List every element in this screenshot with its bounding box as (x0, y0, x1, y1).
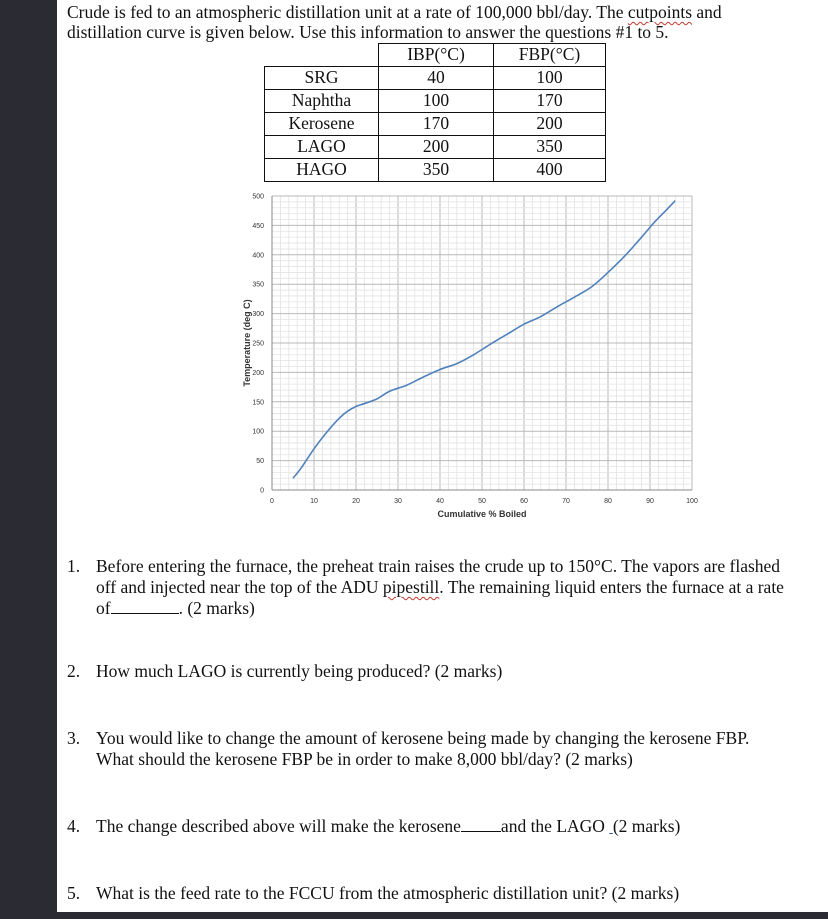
question-4-text-b: and the LAGO (500, 816, 605, 836)
cut-name: HAGO (265, 159, 379, 182)
cut-ibp: 170 (379, 113, 494, 136)
table-header-blank (265, 44, 379, 67)
x-tick-label: 80 (604, 498, 612, 505)
table-header-ibp: IBP(°C) (379, 44, 494, 67)
question-number: 3. (67, 728, 81, 748)
y-axis-title: Temperature (deg C) (242, 299, 252, 387)
distillation-chart (177, 188, 698, 528)
x-tick-label: 20 (352, 498, 360, 505)
x-tick-label: 40 (436, 498, 444, 505)
answer-blank[interactable] (111, 599, 179, 614)
cut-fbp: 100 (494, 67, 606, 90)
answer-blank[interactable] (461, 817, 501, 832)
x-axis-title: Cumulative % Boiled (437, 509, 527, 519)
cut-fbp: 170 (494, 90, 606, 113)
table-row (265, 67, 606, 90)
table-header-row (265, 44, 606, 67)
y-tick-label: 50 (256, 458, 264, 466)
cut-fbp: 350 (494, 136, 606, 159)
intro-line1-end: and (692, 2, 722, 22)
pipestill-word: pipestill (382, 577, 440, 597)
y-tick-label: 100 (252, 428, 264, 436)
cutpoints-word: cutpoints (627, 2, 693, 22)
cut-name: LAGO (265, 136, 379, 159)
y-tick-label: 350 (252, 281, 264, 289)
table-header-fbp: FBP(°C) (494, 44, 606, 67)
question-5 (67, 883, 787, 904)
question-body (96, 816, 787, 837)
question-number: 2. (67, 661, 81, 681)
y-tick-label: 0 (260, 487, 264, 495)
cut-name: Naphtha (265, 90, 379, 113)
question-4 (67, 816, 787, 837)
table-row (265, 159, 606, 182)
question-4-text: The change described above will make the kerosene (96, 816, 461, 836)
x-tick-label: 60 (520, 498, 528, 505)
x-tick-label: 30 (394, 498, 402, 505)
cut-fbp: 200 (494, 113, 606, 136)
intro-paragraph (67, 2, 822, 42)
question-number: 5. (67, 883, 81, 903)
question-2 (67, 661, 787, 682)
question-number: 4. (67, 816, 81, 836)
x-tick-label: 50 (478, 498, 486, 505)
y-tick-label: 250 (252, 340, 264, 348)
question-3-text: You would like to change the amount of kerosene being made by changing the kerosene FBP. What should the kerosene FBP be in order to make 8,000 bbl/day? (2 marks) (96, 728, 750, 769)
y-tick-label: 400 (252, 252, 264, 260)
question-1 (67, 556, 787, 619)
distillation-chart-svg (177, 188, 698, 528)
cut-name: Kerosene (265, 113, 379, 136)
question-3 (67, 728, 787, 770)
question-1-marks: . (2 marks) (178, 598, 255, 618)
cutpoints-table (264, 43, 606, 182)
cut-fbp: 400 (494, 159, 606, 182)
y-tick-label: 150 (252, 399, 264, 407)
document-page (57, 0, 828, 912)
intro-line2-text: distillation curve is given below. Use this information to answer the questions #1 to 5. (67, 22, 669, 42)
y-tick-label: 500 (252, 193, 264, 201)
cut-ibp: 40 (379, 67, 494, 90)
x-tick-label: 10 (310, 498, 318, 505)
x-tick-label: 0 (270, 498, 274, 505)
question-4-marks: (2 marks) (612, 816, 681, 836)
distillation-curve-line (293, 201, 675, 479)
x-tick-label: 90 (646, 498, 654, 505)
question-1-text: Before entering the furnace, the preheat train raises the crude up to 150°C. The vapors are flashed off and injected near the top of the ADU (96, 556, 781, 597)
table-row (265, 90, 606, 113)
question-5-text: What is the feed rate to the FCCU from the atmospheric distillation unit? (2 marks) (96, 883, 680, 903)
cut-ibp: 100 (379, 90, 494, 113)
y-tick-label: 300 (252, 311, 264, 319)
question-body (96, 556, 787, 619)
y-tick-label: 200 (252, 369, 264, 377)
table-row (265, 113, 606, 136)
question-1-text-b: . The remaining liquid enters the furnace at a rate of (96, 577, 784, 618)
question-number: 1. (67, 556, 81, 576)
cut-ibp: 350 (379, 159, 494, 182)
y-tick-label: 450 (252, 222, 264, 230)
x-tick-label: 100 (686, 498, 698, 505)
x-tick-label: 70 (562, 498, 570, 505)
table-row (265, 136, 606, 159)
cut-ibp: 200 (379, 136, 494, 159)
intro-line1-text: Crude is fed to an atmospheric distillation unit at a rate of 100,000 bbl/day. The (67, 2, 628, 22)
cut-name: SRG (265, 67, 379, 90)
question-2-text: How much LAGO is currently being produced? (2 marks) (96, 661, 503, 681)
